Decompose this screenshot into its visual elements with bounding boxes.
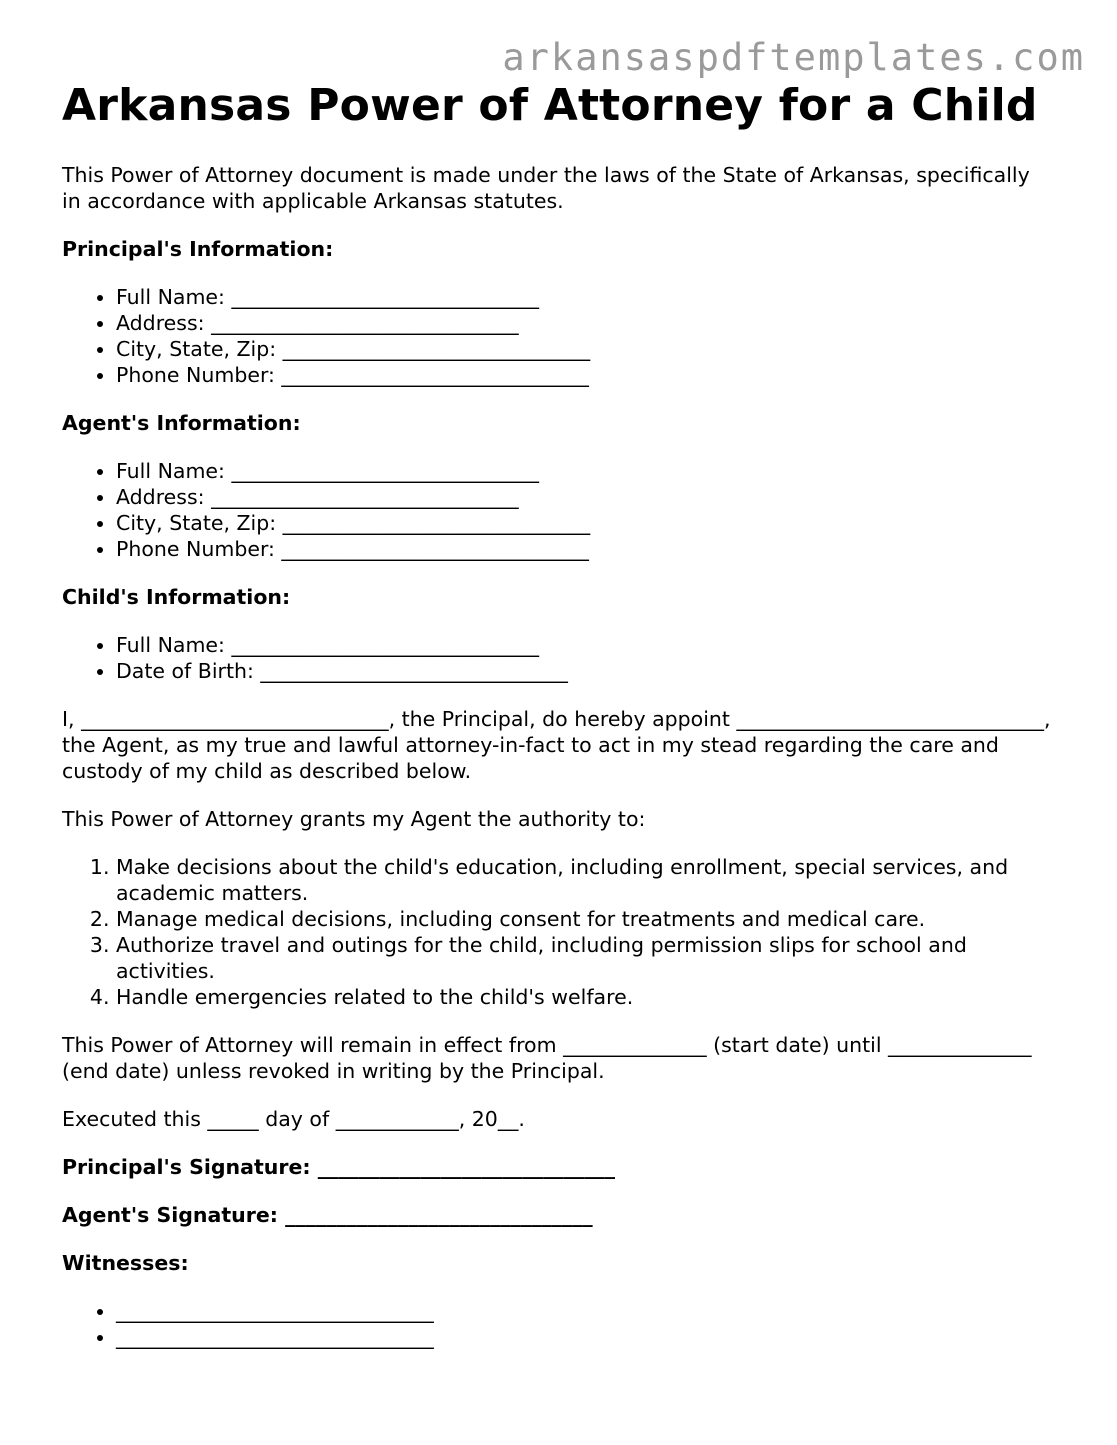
authority-item: 3. Authorize travel and outings for the child, including permission slips for school and activities. [116,932,1052,984]
agent-full-name-field: • Full Name: ______________________________ [116,458,1052,484]
agent-city-state-zip-field: • City, State, Zip: ______________________________ [116,510,1052,536]
principal-full-name-field: • Full Name: ______________________________ [116,284,1052,310]
duration-paragraph: This Power of Attorney will remain in effect from ______________ (start date) until ______________ (end date) unless revoked in writing by the Principal. [62,1033,1032,1083]
agent-phone-field: • Phone Number: ______________________________ [116,536,1052,562]
principal-info-heading: Principal's Information: [62,237,334,261]
child-info-heading: Child's Information: [62,585,291,609]
authority-list [62,854,1052,1010]
agent-info-list [62,458,1052,562]
child-date-of-birth-field: • Date of Birth: ______________________________ [116,658,1052,684]
agent-address-field: • Address: ______________________________ [116,484,1052,510]
witness-signature-line: • _______________________________ [116,1324,1052,1350]
witnesses-list [62,1298,1052,1350]
authority-item: 4. Handle emergencies related to the child's welfare. [116,984,1052,1010]
intro-paragraph: This Power of Attorney document is made under the laws of the State of Arkansas, specifically in accordance with applicable Arkansas statutes. [62,163,1030,213]
document-page [62,80,1052,1350]
witness-signature-line: • _______________________________ [116,1298,1052,1324]
execution-line: Executed this _____ day of ____________, 20__. [62,1107,525,1131]
authority-item: 2. Manage medical decisions, including consent for treatments and medical care. [116,906,1052,932]
document-title: Arkansas Power of Attorney for a Child [62,80,1038,131]
principal-phone-field: • Phone Number: ______________________________ [116,362,1052,388]
child-info-list [62,632,1052,684]
child-full-name-field: • Full Name: ______________________________ [116,632,1052,658]
principal-signature-line: Principal's Signature: _____________________________ [62,1155,615,1179]
agent-signature-line: Agent's Signature: ______________________________ [62,1203,593,1227]
agent-info-heading: Agent's Information: [62,411,301,435]
witnesses-heading: Witnesses: [62,1251,189,1275]
authority-item: 1. Make decisions about the child's education, including enrollment, special services, and academic matters. [116,854,1052,906]
site-watermark: arkansaspdftemplates.com [502,36,1085,79]
principal-info-list [62,284,1052,388]
appointment-paragraph: I, ______________________________, the Principal, do hereby appoint ______________________________, the Agent, as my true and lawful attorney-in-fact to act in my stead regarding the care and custody of my child as described below. [62,707,1051,783]
authority-intro: This Power of Attorney grants my Agent the authority to: [62,807,646,831]
principal-address-field: • Address: ______________________________ [116,310,1052,336]
principal-city-state-zip-field: • City, State, Zip: ______________________________ [116,336,1052,362]
